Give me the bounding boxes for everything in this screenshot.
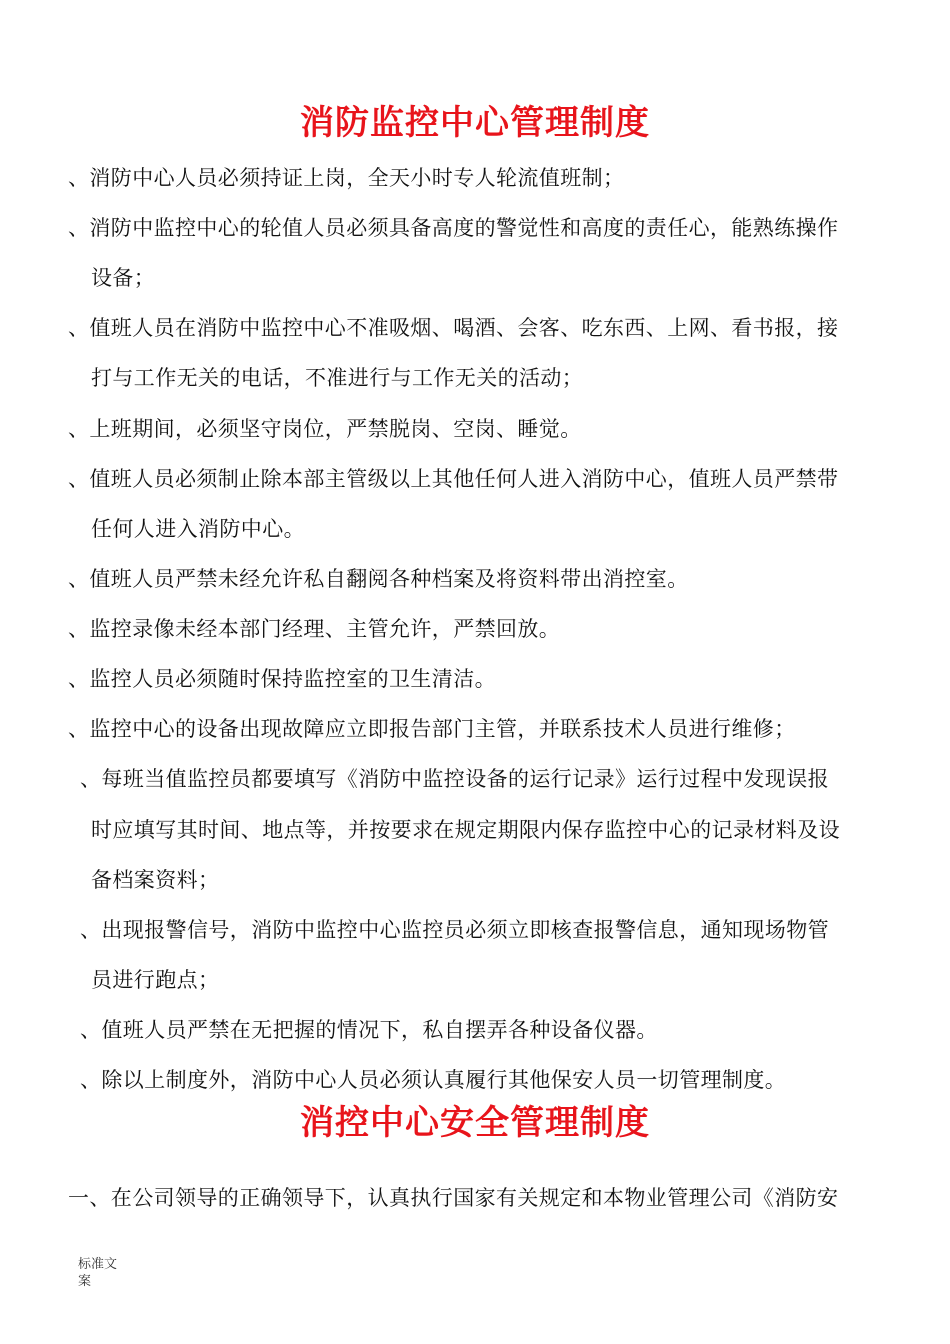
section-title: 消控中心安全管理制度	[300, 1103, 650, 1143]
rule-line: 、值班人员严禁未经允许私自翻阅各种档案及将资料带出消控室。	[68, 567, 689, 591]
rule-line-continuation: 时应填写其时间、地点等，并按要求在规定期限内保存监控中心的记录材料及设	[91, 818, 840, 842]
rule-line-continuation: 员进行跑点；	[91, 968, 220, 992]
rule-line: 、上班期间，必须坚守岗位，严禁脱岗、空岗、睡觉。	[68, 417, 582, 441]
rule-line: 、值班人员严禁在无把握的情况下，私自摆弄各种设备仪器。	[80, 1018, 658, 1042]
rule-line-continuation: 任何人进入消防中心。	[91, 517, 305, 541]
rule-line: 、监控录像未经本部门经理、主管允许，严禁回放。	[68, 617, 561, 641]
rule-line-continuation: 设备；	[91, 266, 156, 290]
rule-line: 一、在公司领导的正确领导下，认真执行国家有关规定和本物业管理公司《消防安	[68, 1186, 839, 1210]
rule-line-continuation: 打与工作无关的电话，不准进行与工作无关的活动；	[91, 366, 584, 390]
footer-label: 标准文案	[78, 1257, 118, 1289]
rule-line-continuation: 备档案资料；	[91, 868, 220, 892]
document-title: 消防监控中心管理制度	[300, 103, 650, 143]
rule-line: 、除以上制度外，消防中心人员必须认真履行其他保安人员一切管理制度。	[80, 1068, 787, 1092]
rule-line: 、消防中心人员必须持证上岗，全天小时专人轮流值班制；	[68, 166, 625, 190]
rule-line: 、消防中监控中心的轮值人员必须具备高度的警觉性和高度的责任心，能熟练操作	[68, 216, 839, 240]
rule-line: 、出现报警信号，消防中监控中心监控员必须立即核查报警信息，通知现场物管	[80, 918, 829, 942]
rule-line: 、值班人员在消防中监控中心不准吸烟、喝酒、会客、吃东西、上网、看书报，接	[68, 316, 839, 340]
rule-line: 、监控人员必须随时保持监控室的卫生清洁。	[68, 667, 496, 691]
rule-line: 、监控中心的设备出现故障应立即报告部门主管，并联系技术人员进行维修；	[68, 717, 796, 741]
rule-line: 、每班当值监控员都要填写《消防中监控设备的运行记录》运行过程中发现误报	[80, 767, 829, 791]
rule-line: 、值班人员必须制止除本部主管级以上其他任何人进入消防中心，值班人员严禁带	[68, 467, 839, 491]
